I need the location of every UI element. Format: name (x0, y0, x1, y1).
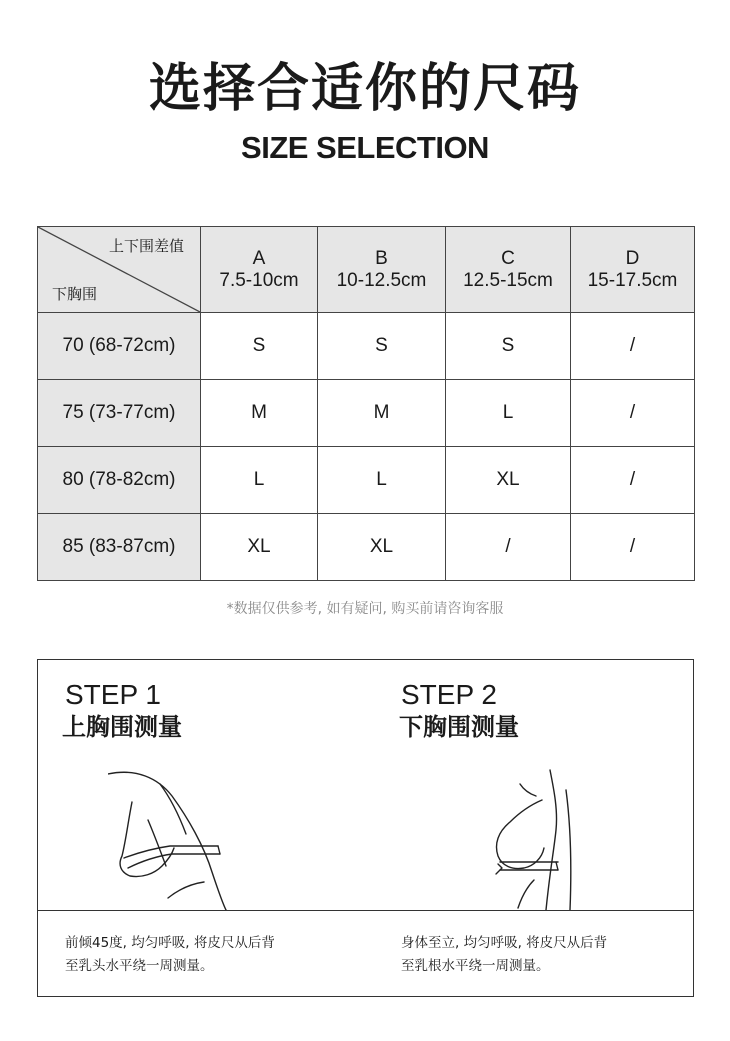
page-subtitle: SIZE SELECTION (241, 130, 489, 165)
size-cell: / (446, 514, 571, 581)
row-header: 75 (73-77cm) (38, 380, 201, 447)
size-cell: M (201, 380, 318, 447)
column-header-b (318, 227, 446, 313)
size-cell: M (318, 380, 446, 447)
column-header-d (571, 227, 695, 313)
step1-description (65, 932, 345, 978)
corner-label-difference: 上下围差值 (108, 237, 184, 255)
size-cell: / (571, 514, 695, 581)
step1-desc-line2: 至乳头水平绕一周测量。 (65, 958, 214, 974)
size-cell: XL (446, 447, 571, 514)
row-header: 80 (78-82cm) (38, 447, 201, 514)
corner-label-underbust: 下胸围 (52, 285, 98, 303)
step2-subtitle: 下胸围测量 (399, 713, 519, 741)
table-row (38, 313, 695, 380)
size-cell: S (201, 313, 318, 380)
table-corner-cell (38, 227, 201, 313)
size-cell: S (318, 313, 446, 380)
step2-underbust-measure-illustration (458, 760, 608, 910)
column-letter: A (252, 247, 266, 269)
step2-title: STEP 2 (401, 679, 497, 710)
table-row (38, 380, 695, 447)
table-row (38, 447, 695, 514)
table-row (38, 514, 695, 581)
step2-desc-line1: 身体至立, 均匀呼吸, 将皮尺从后背 (401, 935, 608, 951)
table-header-row (38, 227, 695, 313)
size-cell: XL (201, 514, 318, 581)
size-cell: L (446, 380, 571, 447)
column-letter: D (625, 247, 640, 269)
step2-description (401, 932, 681, 978)
size-cell: L (201, 447, 318, 514)
step1-bust-measure-illustration (108, 760, 248, 910)
column-range: 15-17.5cm (587, 269, 678, 291)
step2-desc-line2: 至乳根水平绕一周测量。 (401, 958, 550, 974)
steps-divider (38, 910, 693, 911)
step1-desc-line1: 前倾45度, 均匀呼吸, 将皮尺从后背 (65, 935, 275, 951)
row-header: 85 (83-87cm) (38, 514, 201, 581)
size-cell: L (318, 447, 446, 514)
size-cell: XL (318, 514, 446, 581)
column-letter: B (375, 247, 388, 269)
page-title: 选择合适你的尺码 (148, 59, 581, 119)
column-range: 10-12.5cm (336, 269, 427, 291)
column-range: 7.5-10cm (219, 269, 299, 291)
size-cell: / (571, 447, 695, 514)
column-header-a (201, 227, 318, 313)
size-cell: / (571, 380, 695, 447)
measurement-steps-panel (37, 659, 694, 997)
column-header-c (446, 227, 571, 313)
reference-note: *数据仅供参考, 如有疑问, 购买前请咨询客服 (226, 601, 504, 617)
size-cell: S (446, 313, 571, 380)
size-table (37, 226, 695, 581)
size-cell: / (571, 313, 695, 380)
column-letter: C (501, 247, 515, 269)
step1-title: STEP 1 (65, 679, 161, 710)
step1-subtitle: 上胸围测量 (62, 713, 182, 741)
column-range: 12.5-15cm (463, 269, 553, 291)
row-header: 70 (68-72cm) (38, 313, 201, 380)
